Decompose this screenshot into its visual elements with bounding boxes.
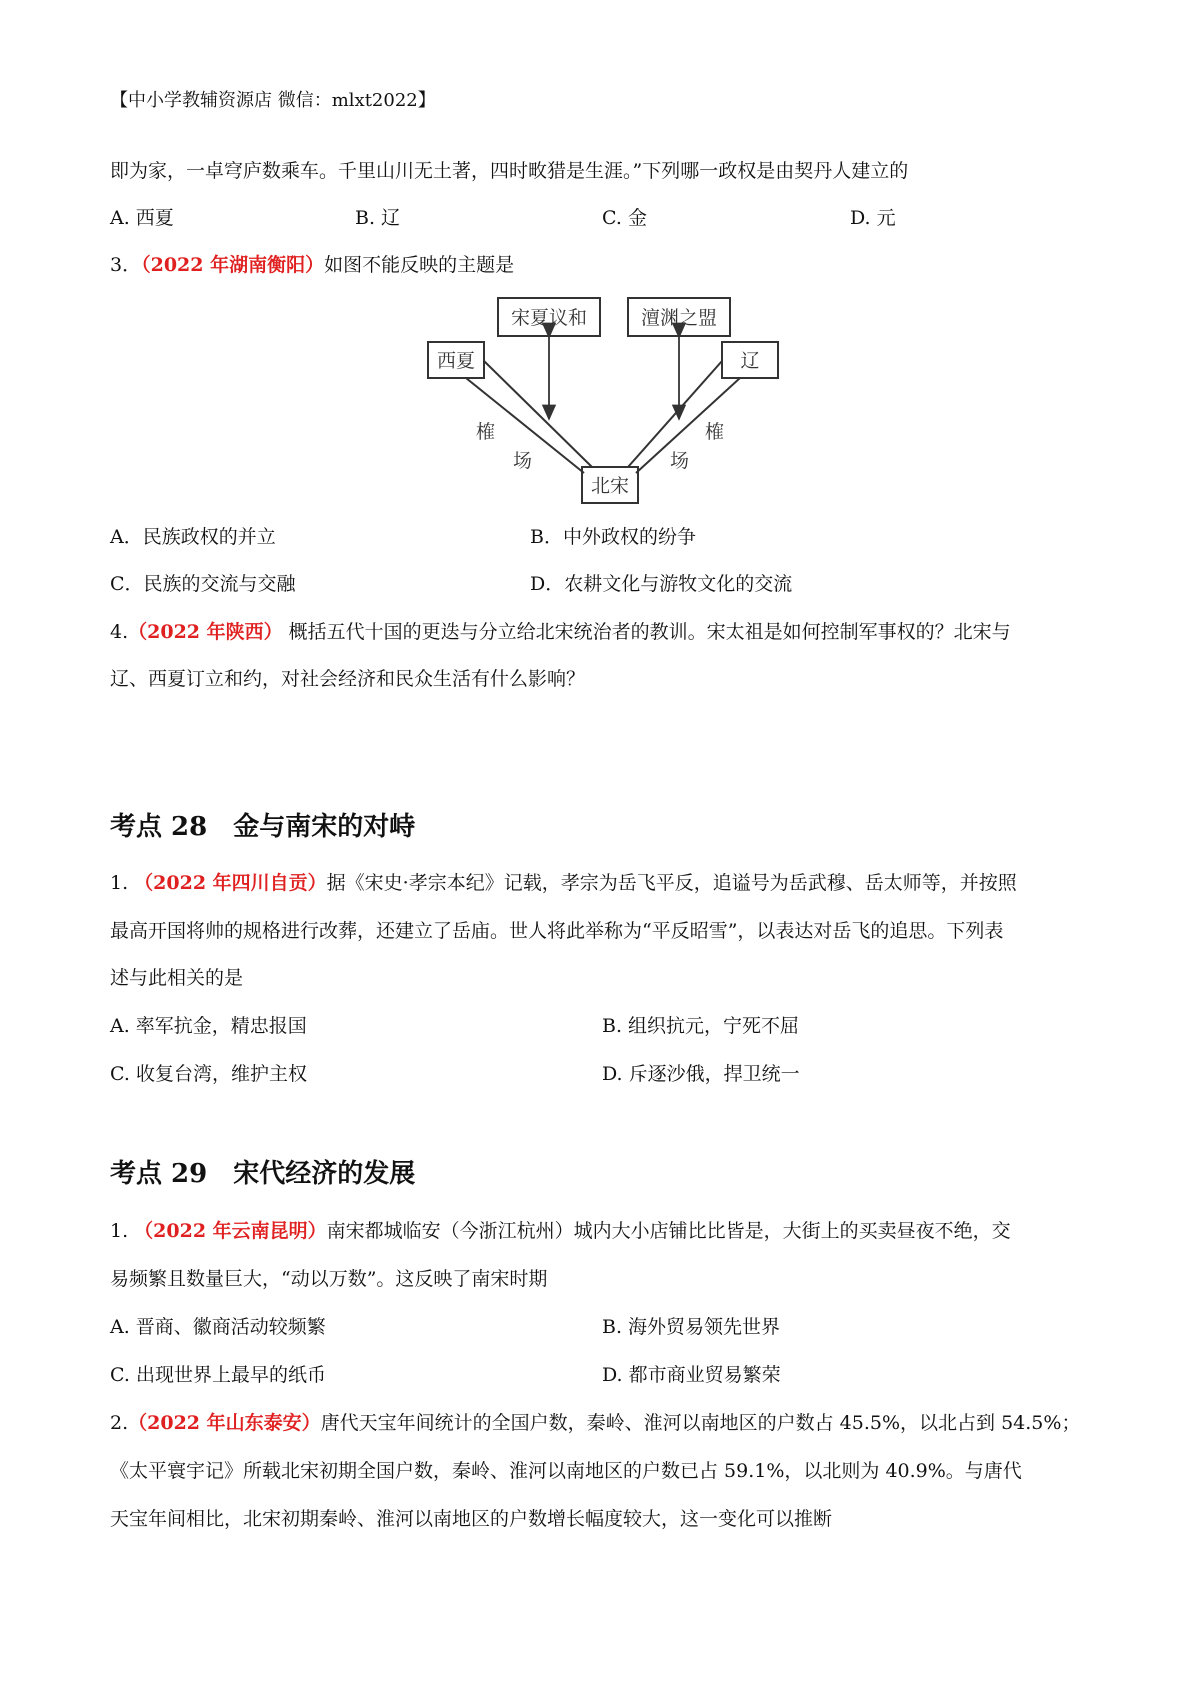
s29-q2-text: 唐代天宝年间统计的全国户数，秦岭、淮河以南地区的户数占 45.5%，以北占到 54.5%； bbox=[320, 1412, 1081, 1434]
q4-number: 4. bbox=[110, 621, 129, 643]
s29-q1-option-b: B. 海外贸易领先世界 bbox=[602, 1316, 781, 1338]
s29-q1-source: （2022 年云南昆明） bbox=[134, 1220, 327, 1242]
q3-source: （2022 年湖南衡阳） bbox=[141, 254, 325, 276]
s29-q2-line2: 《太平寰宇记》所载北宋初期全国户数，秦岭、淮河以南地区的户数已占 59.1%，以北则为 40.9%。与唐代 bbox=[110, 1460, 1022, 1482]
s29-q1-text: 南宋都城临安（今浙江杭州）城内大小店铺比比皆是，大街上的买卖昼夜不绝，交 bbox=[326, 1220, 1011, 1242]
left-label-chang: 场 bbox=[513, 450, 533, 472]
q3-option-c: C．民族的交流与交融 bbox=[110, 573, 296, 595]
left-label-que: 榷 bbox=[476, 421, 496, 443]
s28-q1-option-a: A. 率军抗金，精忠报国 bbox=[110, 1015, 307, 1037]
s28-q1-line2: 最高开国将帅的规格进行改葬，还建立了岳庙。世人将此举称为“平反昭雪”，以表达对岳飞的追思。下列表 bbox=[110, 920, 1004, 942]
s28-q1-line1 bbox=[110, 868, 1017, 895]
s28-q1-source: （2022 年四川自贡） bbox=[134, 872, 327, 894]
s28-q1-text: 据《宋史·孝宗本纪》记载，孝宗为岳飞平反，追谥号为岳武穆、岳太师等，并按照 bbox=[326, 872, 1017, 894]
box-liao-label: 辽 bbox=[740, 350, 760, 372]
q2-option-c: C. 金 bbox=[602, 207, 647, 229]
s29-q2-line3: 天宝年间相比，北宋初期秦岭、淮河以南地区的户数增长幅度较大，这一变化可以推断 bbox=[110, 1508, 833, 1530]
s29-q1-option-d: D. 都市商业贸易繁荣 bbox=[602, 1364, 781, 1386]
s28-q1-option-d: D. 斥逐沙俄，捍卫统一 bbox=[602, 1063, 800, 1085]
q2-option-a: A. 西夏 bbox=[110, 207, 174, 229]
box-northern-song-label: 北宋 bbox=[590, 475, 630, 497]
section-29-heading: 考点 29 宋代经济的发展 bbox=[110, 1159, 416, 1189]
s28-q1-option-c: C. 收复台湾，维护主权 bbox=[110, 1063, 307, 1085]
q3-option-b: B．中外政权的纷争 bbox=[530, 526, 696, 548]
box-western-xia-label: 西夏 bbox=[436, 350, 476, 372]
page-header: 【中小学教辅资源店 微信：mlxt2022】 bbox=[110, 90, 436, 111]
right-label-chang: 场 bbox=[670, 450, 690, 472]
s29-q2-source: （2022 年山东泰安） bbox=[128, 1412, 321, 1434]
q3-option-d: D．农耕文化与游牧文化的交流 bbox=[530, 573, 793, 595]
q3-number: 3． bbox=[110, 254, 142, 276]
q4-line1 bbox=[110, 617, 1011, 644]
q4-line2: 辽、西夏订立和约，对社会经济和民众生活有什么影响？ bbox=[110, 668, 586, 690]
box-chanyuan-treaty-label: 澶渊之盟 bbox=[640, 307, 718, 329]
q4-text: 概括五代十国的更迭与分立给北宋统治者的教训。宋太祖是如何控制军事权的？北宋与 bbox=[282, 621, 1011, 643]
right-label-que: 榷 bbox=[705, 421, 725, 443]
s29-q2-line1 bbox=[110, 1408, 1080, 1435]
q2-text: 即为家，一卓穹庐数乘车。千里山川无土著，四时畋猎是生涯。”下列哪一政权是由契丹人建立的 bbox=[110, 160, 909, 182]
q4-source: （2022 年陕西） bbox=[128, 621, 283, 643]
diagram-song-relations bbox=[420, 295, 800, 505]
section-28-heading: 考点 28 金与南宋的对峙 bbox=[110, 812, 416, 842]
s28-q1-option-b: B. 组织抗元，宁死不屈 bbox=[602, 1015, 800, 1037]
q3-option-a: A．民族政权的并立 bbox=[110, 526, 276, 548]
s29-q1-option-a: A. 晋商、徽商活动较频繁 bbox=[110, 1316, 326, 1338]
q2-option-d: D. 元 bbox=[850, 207, 896, 229]
s28-q1-number: 1. bbox=[110, 872, 135, 894]
q2-option-b: B. 辽 bbox=[355, 207, 401, 229]
s29-q1-option-c: C. 出现世界上最早的纸币 bbox=[110, 1364, 326, 1386]
s29-q1-number: 1. bbox=[110, 1220, 135, 1242]
s28-q1-line3: 述与此相关的是 bbox=[110, 967, 244, 989]
box-song-xia-peace-label: 宋夏议和 bbox=[510, 307, 588, 329]
q3-stem bbox=[110, 250, 514, 277]
s29-q2-number: 2. bbox=[110, 1412, 129, 1434]
q3-text: 如图不能反映的主题是 bbox=[324, 254, 515, 276]
s29-q1-line1 bbox=[110, 1216, 1011, 1243]
s29-q1-line2: 易频繁且数量巨大，“动以万数”。这反映了南宋时期 bbox=[110, 1268, 548, 1290]
